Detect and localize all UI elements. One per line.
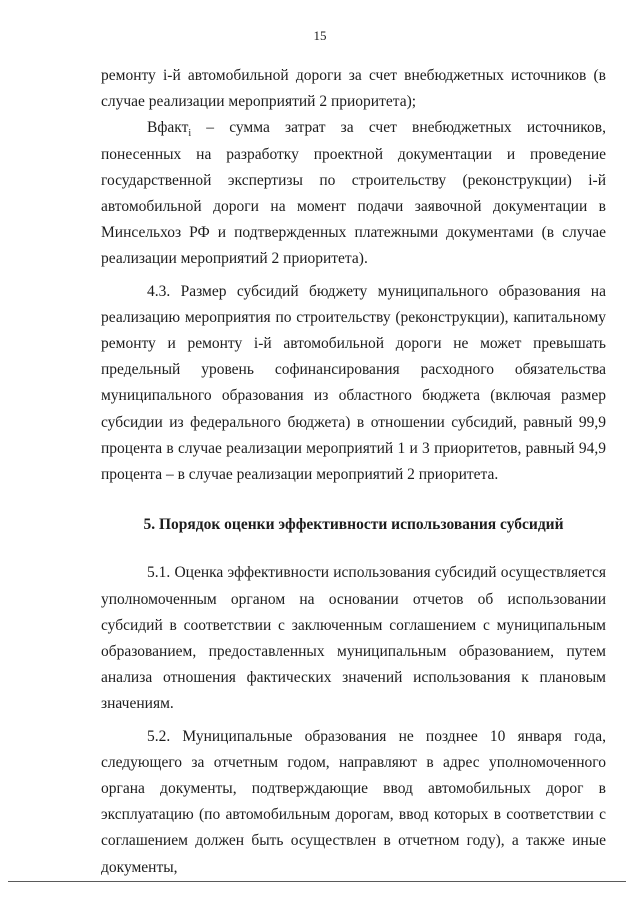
paragraph-5-2: 5.2. Муниципальные образования не позднее 10 января года, следующего за отчетным годом, направляют в адрес уполномоченного органа документы, подтверждающие ввод автомобильных дорог в эксплуатацию (по автомобильным дорогам, ввод которых в соответствии с соглашением должен быть осуществлен в отчетном году), а также иные документы, bbox=[101, 727, 606, 876]
vfakt-symbol: Вфакт bbox=[147, 119, 189, 137]
section-heading: 5. Порядок оценки эффективности использования субсидий bbox=[143, 516, 564, 534]
footer-rule bbox=[8, 881, 626, 882]
paragraph-vfakt-definition bbox=[101, 115, 606, 272]
document-body bbox=[101, 63, 606, 881]
vfakt-definition-text: – сумма затрат за счет внебюджетных источников, понесенных на разработку проектной документации и проведение государственной экспертизы по строительству (реконструкции) i-й автомобильной дороги на момент подачи заявочной документации в Минсельхоз РФ и подтвержденных платежными документами (в случае реализации мероприятий 2 приоритета). bbox=[101, 119, 606, 268]
paragraph-4-3: 4.3. Размер субсидий бюджету муниципального образования на реализацию мероприятия по строительству (реконструкции), капитальному ремонту и ремонту i-й автомобильной дороги не может превышать предельный уровень софинансирования расходного обязательства муниципального образования из областного бюджета (включая размер субсидии из федерального бюджета) в отношении субсидий, равный 99,9 процента в случае реализации мероприятий 1 и 3 приоритетов, равный 94,9 процента – в случае реализации мероприятий 2 приоритета. bbox=[101, 282, 606, 484]
page-number: 15 bbox=[313, 28, 327, 43]
paragraph-5-1: 5.1. Оценка эффективности использования субсидий осуществляется уполномоченным органом на основании отчетов об использовании субсидий в соответствии с заключенным соглашением с муниципальным образованием, предоставленных муниципальным образованием, путем анализа отношения фактических значений использования к плановым значениям. bbox=[101, 564, 606, 713]
vfakt-subscript: i bbox=[188, 128, 192, 140]
paragraph-continuation: ремонту i-й автомобильной дороги за счет внебюджетных источников (в случае реализации мероприятий 2 приоритета); bbox=[101, 67, 606, 111]
